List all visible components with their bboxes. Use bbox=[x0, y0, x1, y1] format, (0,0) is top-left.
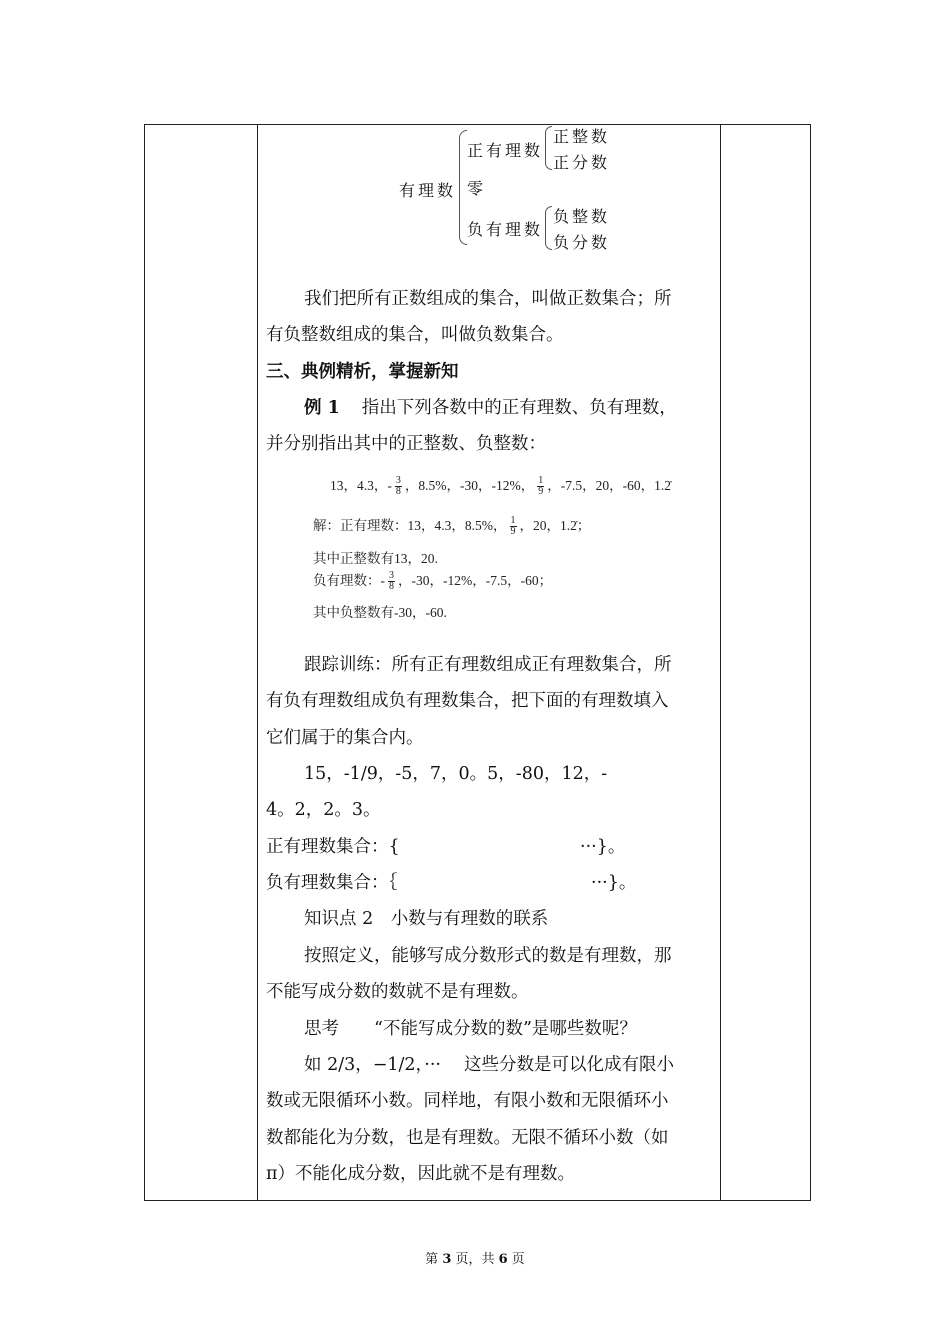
example-number-list: 13，4.3，- $\frac{3}{8}$ ，8.5%，-30，-12%， $\frac{1}{9}$ ，-7.5，20，-60，1.2̇ bbox=[330, 475, 671, 498]
column-divider-right bbox=[720, 125, 721, 1200]
tree-root: 有理数 bbox=[399, 181, 457, 200]
explanation-line3: 数都能化为分数，也是有理数。无限不循环小数（如 bbox=[266, 1128, 669, 1148]
tree-zero: 零 bbox=[467, 179, 487, 198]
set-paragraph-line1: 我们把所有正数组成的集合，叫做正数集合；所 bbox=[304, 289, 672, 309]
explanation-line1: 如 2/3，−1/2，··· 这些分数是可以化成有限小 bbox=[304, 1055, 675, 1075]
knowledge-point-2: 知识点 2 小数与有理数的联系 bbox=[304, 909, 549, 929]
tree-negative-fraction: 负分数 bbox=[553, 233, 611, 252]
tree-brace-outer-bottom bbox=[459, 186, 467, 245]
numbers-line1: 15，-1/9，-5，7，0。5，-80，12，- bbox=[304, 764, 608, 784]
page-number: 3 bbox=[442, 1252, 452, 1267]
solution-line1: 解：正有理数：13，4.3，8.5%， $\frac{1}{9}$ ，20，1.2̇； bbox=[313, 515, 591, 538]
tree-positive-integer: 正整数 bbox=[553, 127, 611, 146]
section-heading: 三、典例精析，掌握新知 bbox=[266, 362, 459, 382]
fraction-1-9-solution: $\frac{1}{9}$ bbox=[510, 515, 516, 538]
negative-set-label: 负有理数集合：｛ bbox=[266, 873, 398, 893]
page-footer: 第 3 页，共 6 页 bbox=[425, 1252, 525, 1267]
positive-set-line bbox=[266, 837, 400, 857]
main-cell bbox=[257, 124, 720, 1201]
tree-positive: 正有理数 bbox=[467, 141, 544, 160]
page-total: 6 bbox=[498, 1252, 508, 1267]
tree-negative-integer: 负整数 bbox=[553, 207, 611, 226]
tree-brace-positive-bottom bbox=[545, 147, 552, 170]
definition-line1: 按照定义，能够写成分数形式的数是有理数，那 bbox=[304, 946, 672, 966]
fraction-1-9: $\frac{1}{9}$ bbox=[538, 475, 544, 498]
tracking-line1: 跟踪训练：所有正有理数组成正有理数集合，所 bbox=[304, 655, 672, 675]
tracking-line3: 它们属于的集合内。 bbox=[266, 728, 424, 748]
example1-text: 指出下列各数中的正有理数、负有理数， bbox=[361, 398, 677, 418]
think-line: 思考 “不能写成分数的数”是哪些数呢？ bbox=[304, 1019, 637, 1039]
example1-label: 例 1 bbox=[304, 398, 340, 418]
fraction-3-8-solution: $\frac{3}{8}$ bbox=[389, 570, 394, 593]
fraction-3-8: $\frac{3}{8}$ bbox=[395, 475, 401, 498]
tree-brace-negative-top bbox=[545, 206, 552, 228]
tree-brace-positive-top bbox=[545, 126, 552, 148]
negative-set-end: ···}。 bbox=[591, 873, 637, 893]
tree-brace-outer-top bbox=[459, 130, 467, 187]
tracking-line2: 有负有理数组成负有理数集合，把下面的有理数填入 bbox=[266, 691, 669, 711]
explanation-line4: π）不能化成分数，因此就不是有理数。 bbox=[266, 1164, 576, 1184]
definition-line2: 不能写成分数的数就不是有理数。 bbox=[266, 982, 529, 1002]
explanation-line2: 数或无限循环小数。同样地，有限小数和无限循环小 bbox=[266, 1091, 669, 1111]
example1-line1 bbox=[304, 398, 677, 418]
positive-set-label: 正有理数集合：{ bbox=[266, 837, 400, 857]
solution-line4: 其中负整数有-30，-60. bbox=[313, 605, 447, 620]
set-paragraph-line2: 有负整数组成的集合，叫做负数集合。 bbox=[266, 325, 564, 345]
solution-line3: 负有理数：- $\frac{3}{8}$ ，-30，-12%，-7.5，-60； bbox=[313, 570, 553, 593]
tree-negative: 负有理数 bbox=[467, 220, 544, 239]
positive-set-end: ···}。 bbox=[580, 837, 626, 857]
tree-brace-negative-bottom bbox=[545, 227, 552, 250]
solution-line2: 其中正整数有13，20. bbox=[313, 551, 438, 566]
numbers-line2: 4。2，2。3。 bbox=[266, 800, 381, 820]
example1-line2: 并分别指出其中的正整数、负整数： bbox=[266, 434, 546, 454]
negative-set-line bbox=[266, 873, 397, 893]
tree-positive-fraction: 正分数 bbox=[553, 153, 611, 172]
